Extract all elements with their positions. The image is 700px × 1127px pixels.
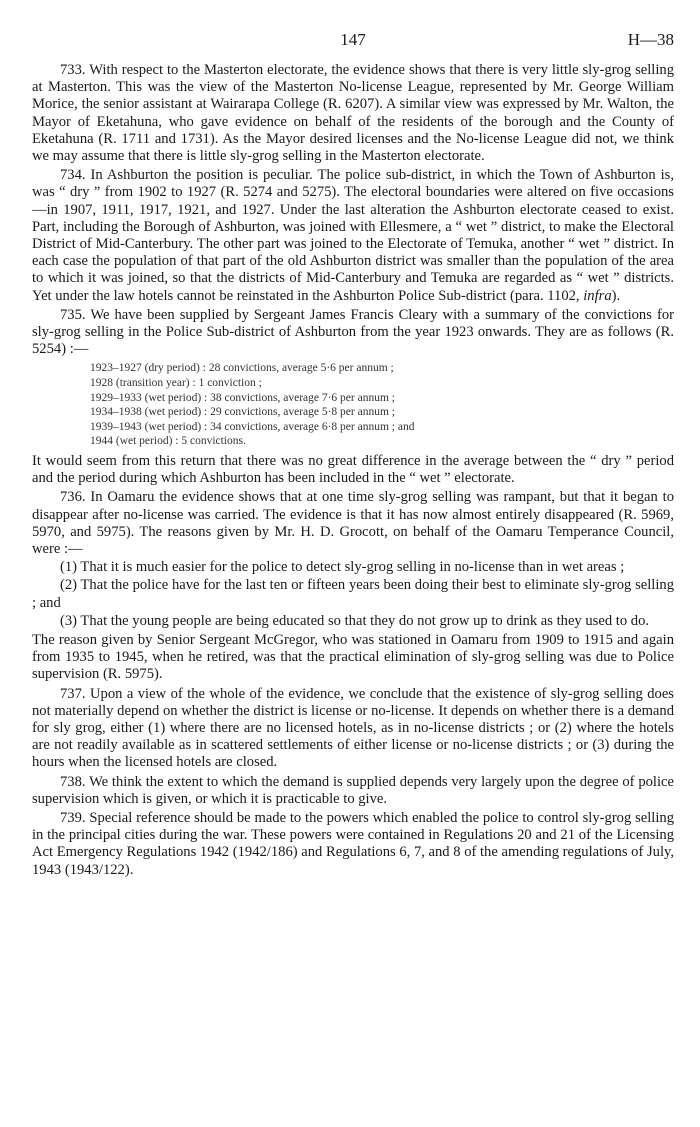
reason-item: (1) That it is much easier for the police to detect sly-grog selling in no-license than in wet areas ; <box>60 559 625 576</box>
convictions-item: 1928 (transition year) : 1 conviction ; <box>90 377 262 390</box>
document-page <box>32 30 674 879</box>
page-header <box>32 30 674 60</box>
reason-item: (3) That the young people are being educated so that they do not grow up to drink as they used to do. <box>60 612 650 629</box>
paragraph-734-infra: infra <box>583 287 612 304</box>
paragraph-738: 738. We think the extent to which the demand is supplied depends very largely upon the degree of police supervision which is given, or which it is practicable to give. <box>32 773 674 807</box>
reason-item: (2) That the police have for the last ten or fifteen years been doing their best to eliminate sly-grog selling ; and <box>32 577 674 611</box>
document-reference: H—38 <box>627 30 674 49</box>
paragraph-735: 735. We have been supplied by Sergeant James Francis Cleary with a summary of the convictions for sly-grog selling in the Police Sub-district of Ashburton from the year 1923 onwards. They are as follows (R. 5254) :— <box>32 306 674 358</box>
paragraph-736-continuation: The reason given by Senior Sergeant McGregor, who was stationed in Oamaru from 1909 to 1915 and again from 1935 to 1945, when he retired, was that the practical elimination of sly-grog selling was due to Police supervision (R. 5975). <box>32 632 674 683</box>
convictions-item: 1939–1943 (wet period) : 34 convictions, average 6·8 per annum ; and <box>90 420 415 433</box>
paragraph-733: 733. With respect to the Masterton electorate, the evidence shows that there is very little sly-grog selling at Masterton. This was the view of the Masterton No-license League, represented by Mr. George William Morice, the senior assistant at Wairarapa College (R. 6207). A similar view was expressed by Mr. Walton, the Mayor of Eketahuna, who gave evidence on behalf of the residents of the borough and the County of Eketahuna (R. 1711 and 1731). As the Mayor desired licenses and the No-license League did not, we think we may assume that there is little sly-grog selling in the Masterton electorate. <box>32 62 674 165</box>
convictions-item: 1929–1933 (wet period) : 38 convictions, average 7·6 per annum ; <box>90 391 395 404</box>
paragraph-735-continuation: It would seem from this return that there was no great difference in the average between the “ dry ” period and the period during which Ashburton has been included in the “ wet ” electorate. <box>32 453 674 487</box>
paragraph-734 <box>32 167 674 305</box>
paragraph-737: 737. Upon a view of the whole of the evidence, we conclude that the existence of sly-grog selling does not materially depend on whether the district is license or no-license. It depends on whether there is a demand for sly grog, either (1) where there are no licensed hotels, as in no-license districts ; or (2) where the hotels are not readily available as in scattered settlements of either license or no-license districts ; or (3) during the hours when the licensed hotels are closed. <box>32 685 674 771</box>
paragraph-739: 739. Special reference should be made to the powers which enabled the police to control sly-grog selling in the principal cities during the war. These powers were contained in Regulations 20 and 21 of the Licensing Act Emergency Regulations 1942 (1942/186) and Regulations 6, 7, and 8 of the amending regulations of July, 1943 (1943/122). <box>32 810 675 878</box>
paragraph-734-end: ). <box>611 287 621 304</box>
convictions-item: 1934–1938 (wet period) : 29 convictions, average 5·8 per annum ; <box>90 406 395 419</box>
convictions-item: 1944 (wet period) : 5 convictions. <box>90 435 246 448</box>
convictions-list <box>90 361 674 449</box>
convictions-item: 1923–1927 (dry period) : 28 convictions, average 5·6 per annum ; <box>90 362 394 375</box>
page-number: 147 <box>340 30 366 49</box>
paragraph-736: 736. In Oamaru the evidence shows that at one time sly-grog selling was rampant, but that it began to disappear after no-license was carried. The evidence is that it has now almost entirely disappeared (R. 5969, 5970, and 5975). The reasons given by Mr. H. D. Grocott, on behalf of the Oamaru Temperance Council, were :— <box>32 489 674 558</box>
paragraph-734-text: 734. In Ashburton the position is peculiar. The police sub-district, in which the Town of Ashburton is, was “ dry ” from 1902 to 1927 (R. 5274 and 5275). The electoral boundaries were altered on five occasions—in 1907, 1911, 1917, 1921, and 1927. Under the last alteration the Ashburton electorate ceased to exist. Part, including the Borough of Ashburton, was joined with Ellesmere, a “ wet ” district, to make the Electoral District of Mid-Canterbury. The other part was joined to the Electorate of Temuka, another “ wet ” district. In each case the population of that part of the old Ashburton district was smaller than the population of the area to which it was joined, so that the districts of Mid-Canterbury and Temuka are regarded as “ wet ” districts. Yet under the law hotels cannot be reinstated in the Ashburton Police Sub-district (para. 1102, <box>32 167 674 304</box>
